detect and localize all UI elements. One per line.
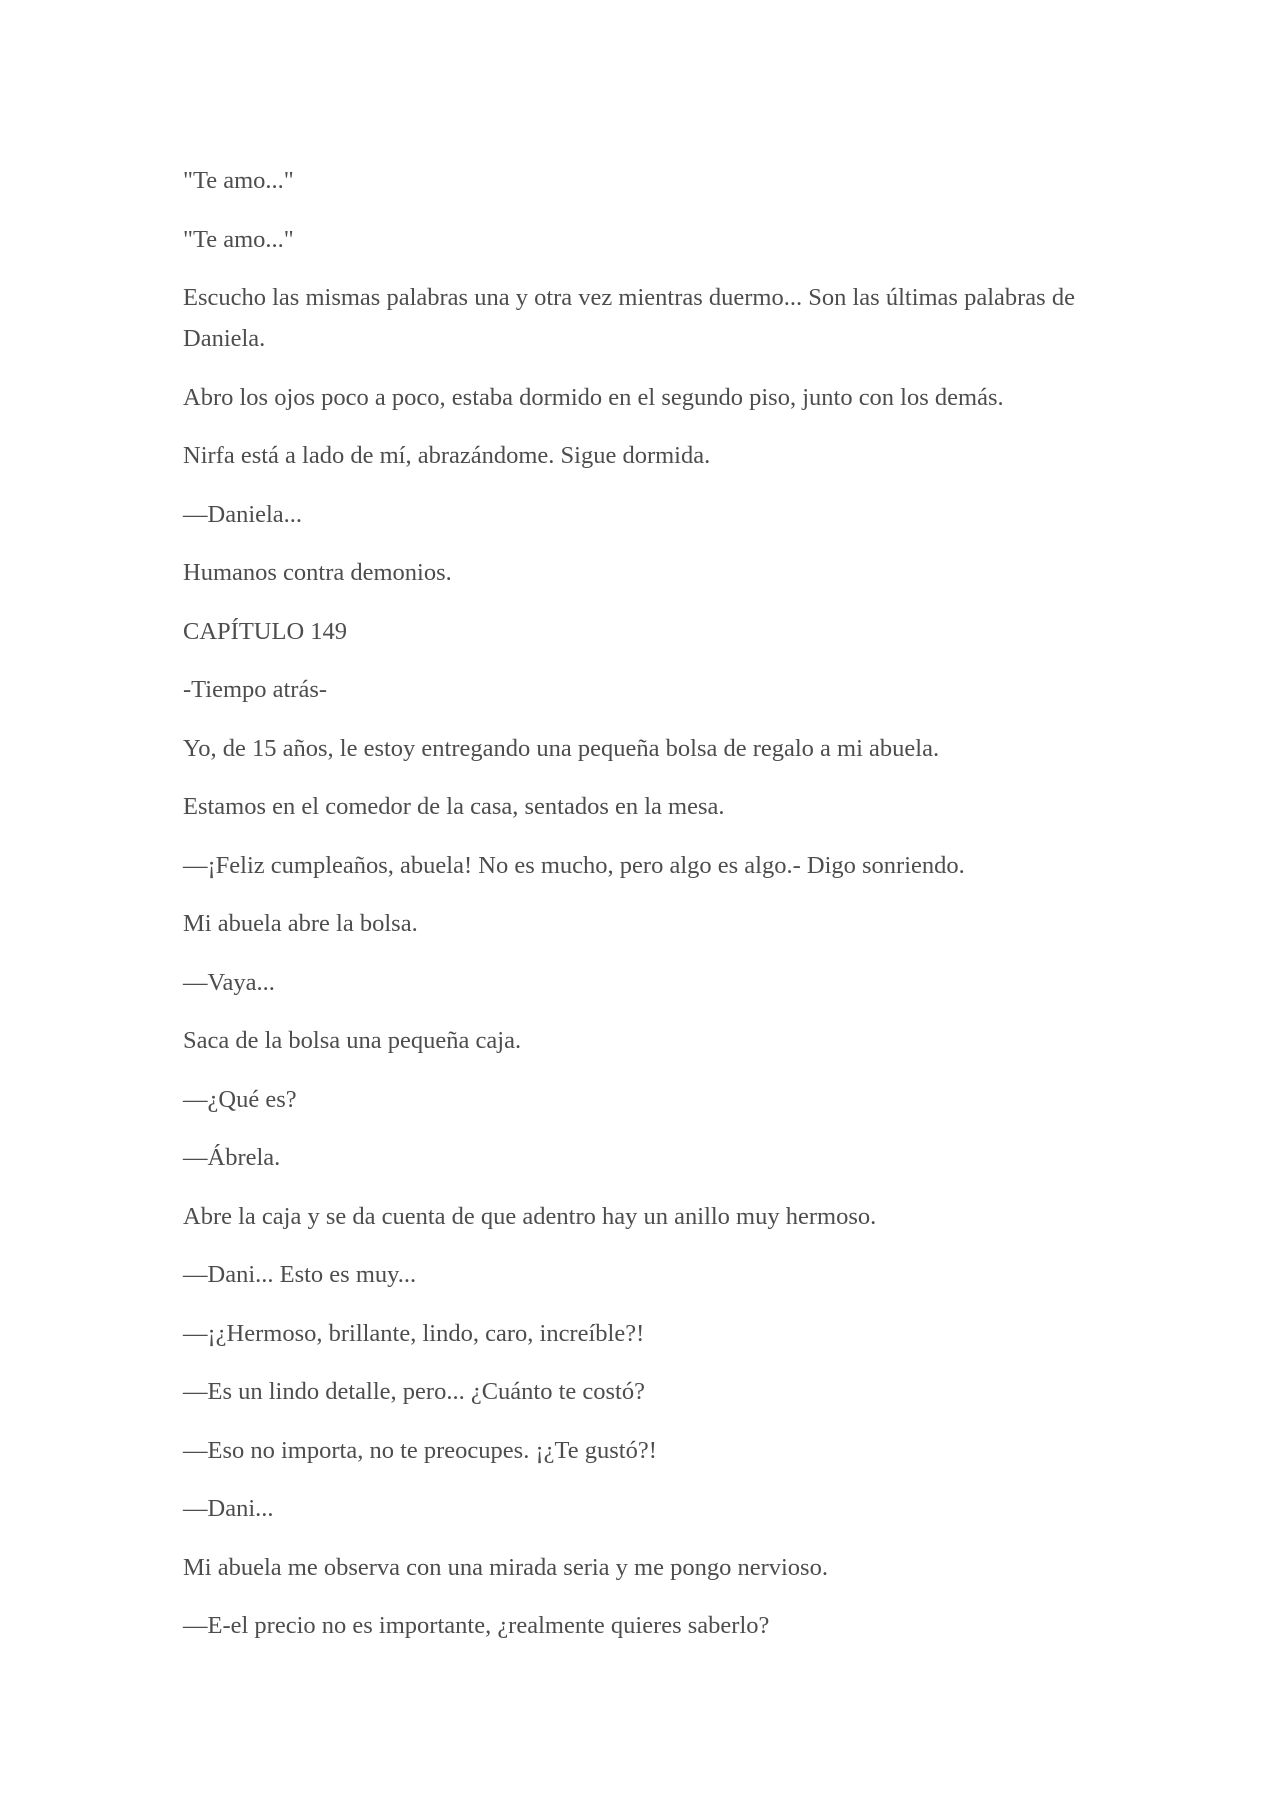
paragraph-13: Mi abuela abre la bolsa.: [183, 910, 418, 937]
paragraph-22: —Eso no importa, no te preocupes. ¡¿Te gustó?!: [183, 1436, 657, 1464]
paragraph-3: Escucho las mismas palabras una y otra vez mientras duermo... Son las últimas palabras de Daniela.: [183, 284, 1075, 352]
paragraph-5: Nirfa está a lado de mí, abrazándome. Sigue dormida.: [183, 442, 711, 469]
paragraph-20: —¡¿Hermoso, brillante, lindo, caro, increíble?!: [183, 1319, 645, 1347]
paragraph-16: —¿Qué es?: [183, 1085, 297, 1113]
paragraph-14: —Vaya...: [183, 968, 275, 996]
paragraph-7: Humanos contra demonios.: [183, 559, 452, 586]
paragraph-17: —Ábrela.: [183, 1144, 281, 1171]
paragraph-2: "Te amo...": [183, 225, 294, 253]
paragraph-24: Mi abuela me observa con una mirada seria y me pongo nervioso.: [183, 1553, 828, 1581]
paragraph-9: -Tiempo atrás-: [183, 676, 328, 703]
paragraph-6: —Daniela...: [183, 500, 303, 528]
paragraph-18: Abre la caja y se da cuenta de que adentro hay un anillo muy hermoso.: [183, 1202, 877, 1230]
paragraph-23: —Dani...: [183, 1495, 274, 1522]
paragraph-4: Abro los ojos poco a poco, estaba dormido en el segundo piso, junto con los demás.: [183, 383, 1004, 411]
document-body: [183, 160, 1103, 1664]
chapter-heading: CAPÍTULO 149: [183, 617, 348, 645]
paragraph-15: Saca de la bolsa una pequeña caja.: [183, 1027, 522, 1054]
paragraph-12: —¡Feliz cumpleaños, abuela! No es mucho, pero algo es algo.- Digo sonriendo.: [183, 851, 965, 879]
paragraph-25: —E-el precio no es importante, ¿realmente quieres saberlo?: [183, 1612, 770, 1639]
paragraph-10: Yo, de 15 años, le estoy entregando una pequeña bolsa de regalo a mi abuela.: [183, 734, 940, 762]
paragraph-19: —Dani... Esto es muy...: [183, 1261, 417, 1288]
paragraph-1: "Te amo...": [183, 167, 294, 194]
paragraph-11: Estamos en el comedor de la casa, sentados en la mesa.: [183, 793, 725, 820]
paragraph-21: —Es un lindo detalle, pero... ¿Cuánto te costó?: [183, 1378, 645, 1405]
